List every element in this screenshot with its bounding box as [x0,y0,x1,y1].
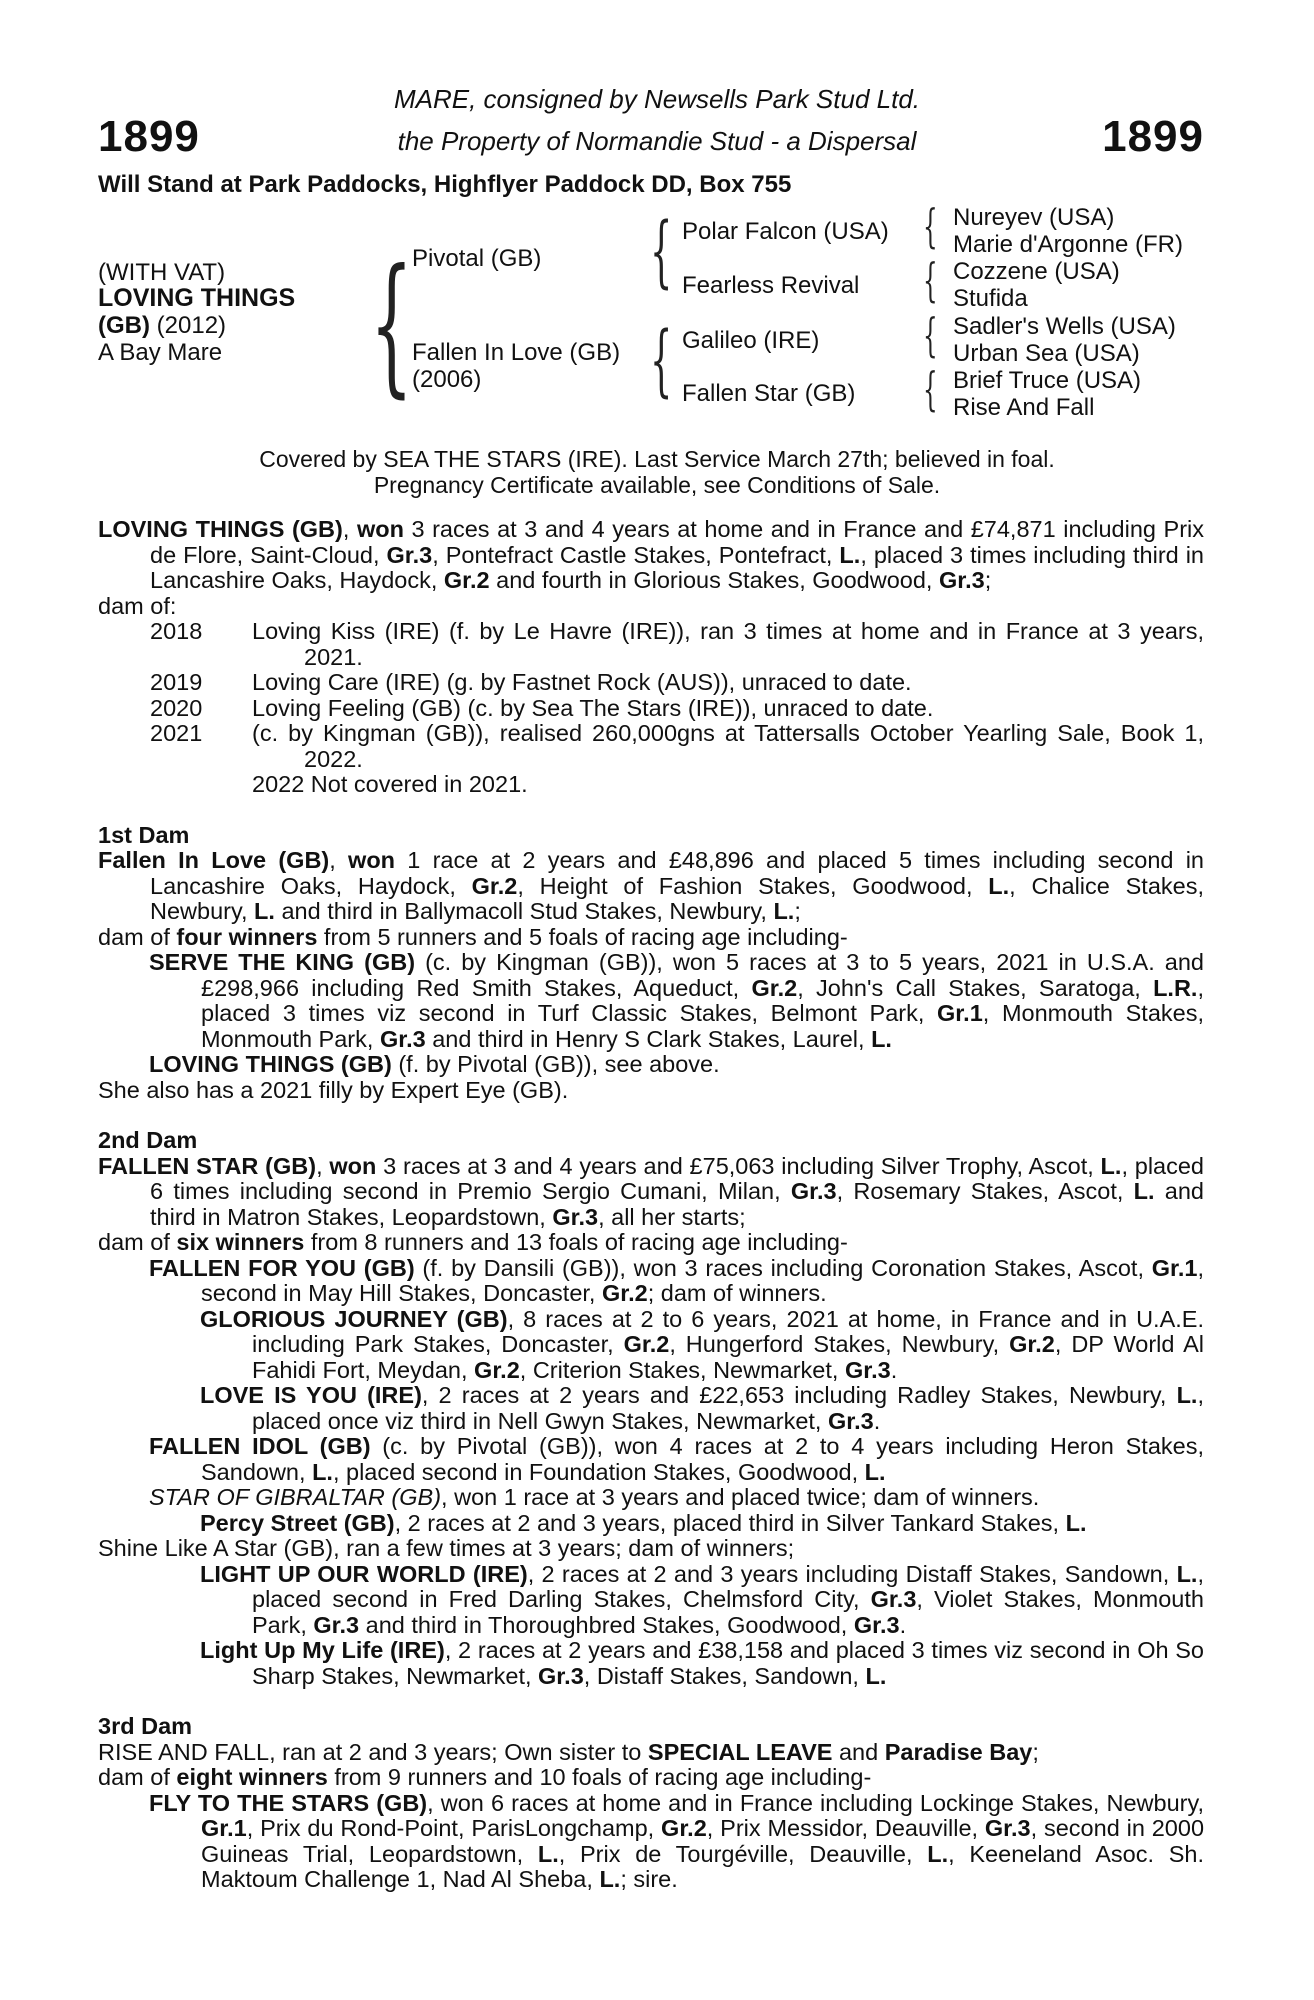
second-dam-record: FALLEN STAR (GB), won 3 races at 3 and 4 years and £75,063 including Silver Trophy, Ascot, L., placed 6 times including second in Premio Sergio Cumani, Milan, Gr.3, Rosemary Stakes, Ascot, L. and third in Matron Stakes, Leopardstown, Gr.3, all her starts; [98,1152,1204,1230]
pedigree-ggp-3: Cozzene (USA) [953,258,1120,285]
produce-fallen-for-you: FALLEN FOR YOU (GB) (f. by Dansili (GB)), won 3 races including Coronation Stakes, Ascot, Gr.1, second in May Hill Stakes, Doncaster, Gr.2; dam of winners. [149,1254,1204,1306]
stand-location: Will Stand at Park Paddocks, Highflyer Paddock DD, Box 755 [98,171,792,198]
produce-loving-things: LOVING THINGS (GB) (f. by Pivotal (GB)), see above. [149,1051,720,1077]
horse-name: LOVING THINGS [98,284,296,312]
pedigree-dam-sire: Galileo (IRE) [682,327,820,354]
first-dam-heading: 1st Dam [98,821,190,848]
brace-gen1: { [370,238,413,412]
produce-fallen-idol: FALLEN IDOL (GB) (c. by Pivotal (GB)), won 4 races at 2 to 4 years including Heron Stakes, Sandown, L., placed second in Foundation Stakes, Goodwood, L. [149,1433,1204,1485]
consignment-line-1: MARE, consigned by Newsells Park Stud Ltd. [393,84,921,114]
brace-ggp-2: { [923,253,938,307]
race-record: LOVING THINGS (GB), won 3 races at 3 and 4 years at home and in France and £74,871 including Prix de Flore, Saint-Cloud, Gr.3, Pontefract Castle Stakes, Pontefract, L., placed 3 times including third in Lancashire Oaks, Haydock, Gr.2 and fourth in Glorious Stakes, Goodwood, Gr.3; [98,516,1204,593]
pedigree-ggp-7: Brief Truce (USA) [953,367,1142,394]
pedigree-sire-sire: Polar Falcon (USA) [682,218,889,245]
vat-note: (WITH VAT) [98,259,226,286]
third-dam-heading: 3rd Dam [98,1713,193,1739]
first-dam-also: She also has a 2021 filly by Expert Eye (GB). [98,1076,569,1103]
pedigree-dam-dam: Fallen Star (GB) [682,380,856,407]
produce-light-up-our-world: LIGHT UP OUR WORLD (IRE), 2 races at 2 and 3 years including Distaff Stakes, Sandown, L., placed second in Fred Darling Stakes, Chelmsford City, Gr.3, Violet Stakes, Monmouth Park, Gr.3 and third in Thoroughbred Stakes, Goodwood, Gr.3. [200,1560,1204,1638]
pedigree-ggp-8: Rise And Fall [953,394,1095,421]
horse-suffix: (GB) [98,312,150,339]
foal-row: 2022 Not covered in 2021. [252,771,528,797]
horse-year: (2012) [156,312,227,339]
produce-glorious-journey: GLORIOUS JOURNEY (GB), 8 races at 2 to 6 years, 2021 at home, in France and in U.A.E. including Park Stakes, Doncaster, Gr.2, Hungerford Stakes, Newbury, Gr.2, DP World Al Fahidi Fort, Meydan, Gr.2, Criterion Stakes, Newmarket, Gr.3. [200,1305,1204,1383]
third-dam-produce-summary: dam of eight winners from 9 runners and 10 foals of racing age including- [98,1764,872,1790]
produce-shine-like-a-star: Shine Like A Star (GB), ran a few times at 3 years; dam of winners; [98,1535,795,1561]
pedigree-ggp-2: Marie d'Argonne (FR) [953,231,1183,258]
lot-number-right: 1899 [1102,112,1204,161]
first-dam-record: Fallen In Love (GB), won 1 race at 2 years and £48,896 and placed 5 times including second in Lancashire Oaks, Haydock, Gr.2, Height of Fashion Stakes, Goodwood, L., Chalice Stakes, Newbury, L. and third in Ballymacoll Stud Stakes, Newbury, L.; [98,847,1204,924]
horse-description: A Bay Mare [98,339,223,366]
first-dam-produce-summary: dam of four winners from 5 runners and 5 foals of racing age including- [98,923,848,950]
pedigree-ggp-5: Sadler's Wells (USA) [953,313,1176,340]
lot-number-left: 1899 [98,112,200,161]
pedigree-ggp-1: Nureyev (USA) [953,204,1115,231]
covered-line-1: Covered by SEA THE STARS (IRE). Last Service March 27th; believed in foal. [259,446,1055,472]
produce-serve-the-king: SERVE THE KING (GB) (c. by Kingman (GB)), won 5 races at 3 to 5 years, 2021 in U.S.A. and £298,966 including Red Smith Stakes, Aqueduct, Gr.2, John's Call Stakes, Saratoga, L.R., placed 3 times viz second in Turf Classic Stakes, Belmont Park, Gr.1, Monmouth Stakes, Monmouth Park, Gr.3 and third in Henry S Clark Stakes, Laurel, L. [149,949,1204,1052]
dam-of-label: dam of: [98,592,177,619]
brace-sire: { [650,207,673,297]
pedigree-sire: Pivotal (GB) [412,245,542,272]
second-dam-produce-summary: dam of six winners from 8 runners and 13 foals of racing age including- [98,1229,848,1255]
foal-row: 2020 Loving Feeling (GB) (c. by Sea The Stars (IRE)), unraced to date. [150,694,934,721]
horse-origin-year [98,312,226,340]
pedigree-dam: Fallen In Love (GB) [412,339,621,366]
pedigree-ggp-6: Urban Sea (USA) [953,340,1140,367]
consignment-line-2: the Property of Normandie Stud - a Dispersal [397,126,917,156]
pedigree-sire-dam: Fearless Revival [682,272,860,299]
brace-ggp-1: { [923,199,938,253]
brace-dam: { [650,316,673,406]
produce-percy-street: Percy Street (GB), 2 races at 2 and 3 years, placed third in Silver Tankard Stakes, L. [200,1509,1087,1536]
foal-row: 2021 (c. by Kingman (GB)), realised 260,000gns at Tattersalls October Yearling Sale, Book 1, 2022. [150,720,1204,772]
brace-ggp-3: { [923,308,938,362]
covered-line-2: Pregnancy Certificate available, see Conditions of Sale. [373,472,941,498]
pedigree-dam-year: (2006) [412,366,482,393]
produce-love-is-you: LOVE IS YOU (IRE), 2 races at 2 years and £22,653 including Radley Stakes, Newbury, L., placed once viz third in Nell Gwyn Stakes, Newmarket, Gr.3. [200,1382,1204,1434]
third-dam-record: RISE AND FALL, ran at 2 and 3 years; Own sister to SPECIAL LEAVE and Paradise Bay; [98,1738,1039,1765]
second-dam-heading: 2nd Dam [98,1127,198,1153]
catalogue-body [98,517,1204,1893]
foal-row: 2018 Loving Kiss (IRE) (f. by Le Havre (IRE)), ran 3 times at home and in France at 3 years, 2021. [150,618,1204,670]
brace-ggp-4: { [923,362,938,416]
produce-fly-to-the-stars: FLY TO THE STARS (GB), won 6 races at home and in France including Lockinge Stakes, Newbury, Gr.1, Prix du Rond-Point, ParisLongchamp, Gr.2, Prix Messidor, Deauville, Gr.3, second in 2000 Guineas Trial, Leopardstown, L., Prix de Tourgéville, Deauville, L., Keeneland Asoc. Sh. Maktoum Challenge 1, Nad Al Sheba, L.; sire. [149,1789,1205,1892]
pedigree-ggp-4: Stufida [953,285,1028,312]
foal-row: 2019 Loving Care (IRE) (g. by Fastnet Rock (AUS)), unraced to date. [150,669,912,695]
produce-star-of-gibraltar: STAR OF GIBRALTAR (GB), won 1 race at 3 years and placed twice; dam of winners. [149,1484,1040,1510]
produce-light-up-my-life: Light Up My Life (IRE), 2 races at 2 years and £38,158 and placed 3 times viz second in Oh So Sharp Stakes, Newmarket, Gr.3, Distaff Stakes, Sandown, L. [200,1637,1204,1689]
